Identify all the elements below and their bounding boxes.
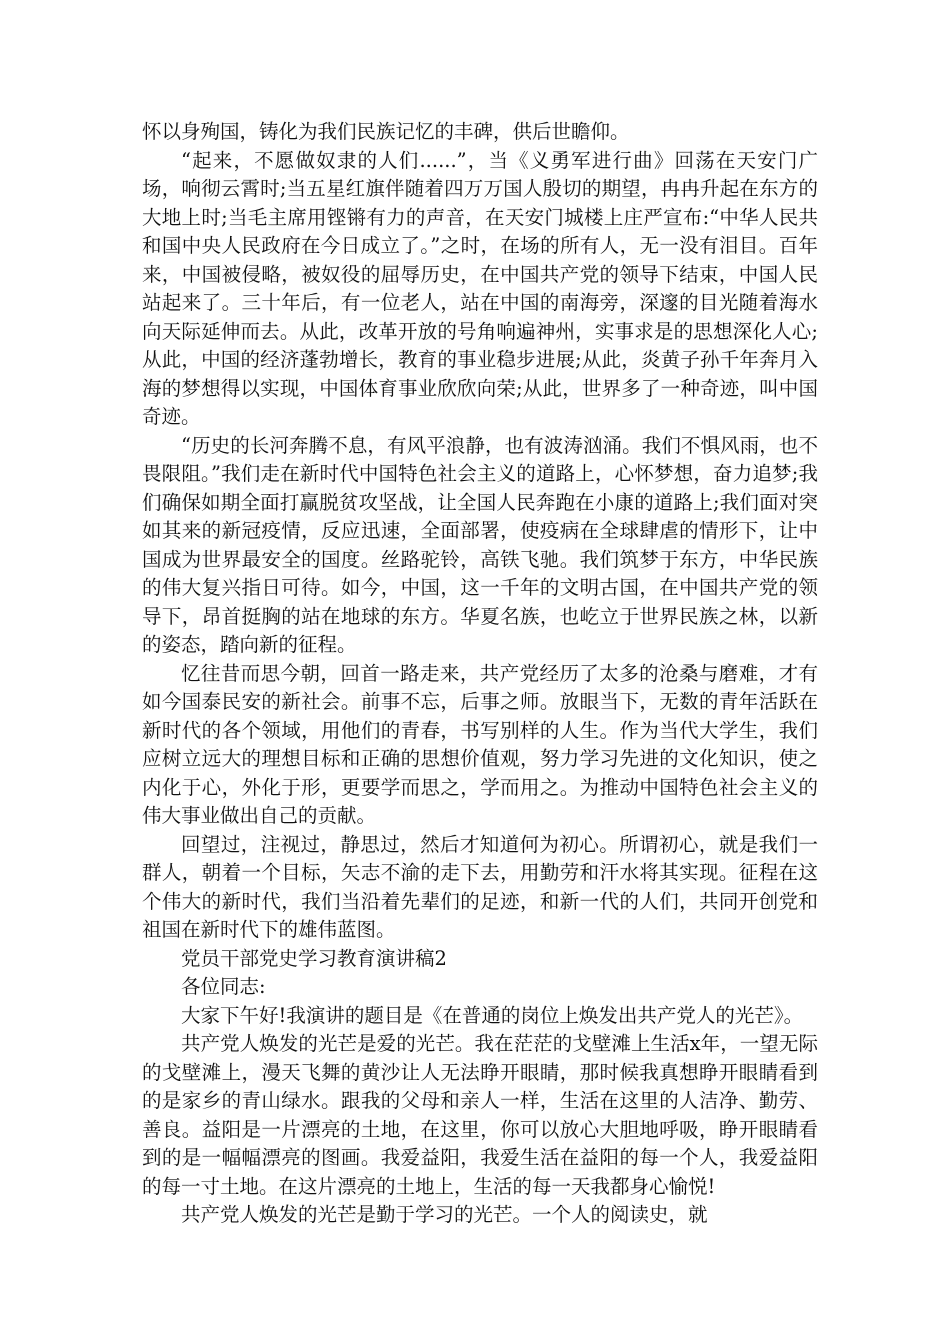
speech-title: 党员干部党史学习教育演讲稿2 [181, 946, 447, 970]
paragraph-light-of-love: 共产党人焕发的光芒是爱的光芒。我在茫茫的戈壁滩上生活x年，一望无际的戈壁滩上，漫天飞舞的黄沙让人无法睁开眼睛，那时候我真想睁开眼睛看到的是家乡的青山绿水。跟我的父母和亲人一样，生活在这里的人洁净、勤劳、善良。益阳是一片漂亮的土地，在这里，你可以放心大胆地呼吸，睁开眼睛看到的是一幅幅漂亮的图画。我爱益阳，我爱生活在益阳的每一个人，我爱益阳的每一寸土地。在这片漂亮的土地上，生活的每一天我都身心愉悦! [142, 1032, 818, 1198]
paragraph-greeting: 大家下午好!我演讲的题目是《在普通的岗位上焕发出共产党人的光芒》。 [181, 1003, 804, 1027]
paragraph-anthem: “起来，不愿做奴隶的人们......”，当《义勇军进行曲》回荡在天安门广场，响彻云霄时;当五星红旗伴随着四万万国人殷切的期望，冉冉升起在东方的大地上时;当毛主席用铿锵有力的声音，在天安门城楼上庄严宣布:“中华人民共和国中央人民政府在今日成立了。”之时，在场的所有人，无一没有泪目。百年来，中国被侵略，被奴役的屈辱历史，在中国共产党的领导下结束，中国人民站起来了。三十年后，有一位老人，站在中国的南海旁，深邃的目光随着海水向天际延伸而去。从此，改革开放的号角响遍神州，实事求是的思想深化人心;从此，中国的经济蓬勃增长，教育的事业稳步进展;从此，炎黄子孙千年奔月入海的梦想得以实现，中国体育事业欣欣向荣;从此，世界多了一种奇迹，叫中国奇迹。 [142, 148, 818, 428]
paragraph-continued: 怀以身殉国，铸化为我们民族记忆的丰碑，供后世瞻仰。 [142, 120, 630, 143]
paragraph-original-aspiration: 回望过，注视过，静思过，然后才知道何为初心。所谓初心，就是我们一群人，朝着一个目标，矢志不渝的走下去，用勤劳和汗水将其实现。征程在这个伟大的新时代，我们当沿着先辈们的足迹，和新一代的人们，共同开创党和祖国在新时代下的雄伟蓝图。 [142, 832, 818, 941]
paragraph-light-of-learning: 共产党人焕发的光芒是勤于学习的光芒。一个人的阅读史，就 [181, 1203, 708, 1226]
paragraph-history-river: “历史的长河奔腾不息，有风平浪静，也有波涛汹涌。我们不惧风雨，也不畏限阻。”我们走在新时代中国特色社会主义的道路上，心怀梦想，奋力追梦;我们确保如期全面打赢脱贫攻坚战，让全国人民奔跑在小康的道路上;我们面对突如其来的新冠疫情，反应迅速，全面部署，使疫病在全球肆虐的情形下，让中国成为世界最安全的国度。丝路驼铃，高铁飞驰。我们筑梦于东方，中华民族的伟大复兴指日可待。如今，中国，这一千年的文明古国，在中国共产党的领导下，昂首挺胸的站在地球的东方。华夏名族，也屹立于世界民族之林，以新的姿态，踏向新的征程。 [142, 433, 818, 656]
paragraph-recall: 忆往昔而思今朝，回首一路走来，共产党经历了太多的沧桑与磨难，才有如今国泰民安的新社会。前事不忘，后事之师。放眼当下，无数的青年活跃在新时代的各个领域，用他们的青春，书写别样的人生。作为当代大学生，我们应树立远大的理想目标和正确的思想价值观，努力学习先进的文化知识，使之内化于心，外化于形，更要学而思之，学而用之。为推动中国特色社会主义的伟大事业做出自己的贡献。 [142, 661, 818, 827]
salutation: 各位同志: [181, 975, 266, 998]
document-body [142, 118, 818, 1230]
